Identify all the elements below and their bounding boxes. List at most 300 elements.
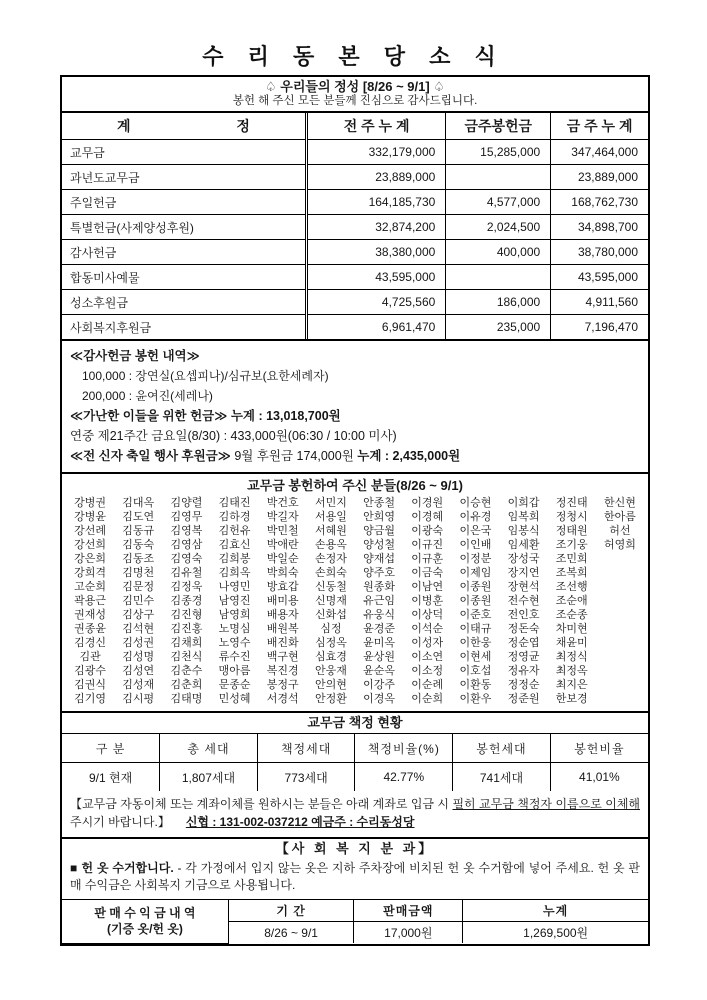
donor-name: 김춘수: [170, 665, 203, 677]
prev-total-cell: 164,185,730: [306, 190, 445, 215]
devotion-heading: ♤ 우리들의 정성 [8/26 ~ 9/1] ♤: [265, 79, 445, 94]
donor-name: 김시평: [122, 693, 155, 705]
donor-name: 이경옥: [363, 693, 396, 705]
assessment-column-header: 구 분: [62, 734, 160, 763]
donor-name: 양금월: [363, 525, 396, 537]
donor-name: 복진경: [266, 665, 299, 677]
donor-name: 정진태: [555, 497, 588, 509]
donor-name: 심정: [320, 623, 342, 635]
donor-name: 안웅재: [314, 665, 347, 677]
sales-period-value: 8/26 ~ 9/1: [228, 922, 353, 944]
donor-name: [596, 692, 644, 706]
bank-account-info: 신협 : 131-002-037212 예금주 : 수리동성당: [185, 815, 415, 829]
sales-period-header: 기 간: [228, 900, 353, 922]
week-total-cell: 168,762,730: [551, 190, 648, 215]
donor-name: 정준원: [507, 693, 540, 705]
donor-name: 박건호: [266, 497, 299, 509]
donor-name: 최정식: [555, 651, 588, 663]
sales-amount-value: 17,000원: [354, 922, 463, 944]
donor-name: 조순애: [555, 595, 588, 607]
donor-name: 서민지: [314, 497, 347, 509]
donor-name: [596, 650, 644, 664]
donor-name: 강선희: [74, 539, 107, 551]
donor-name: 김하경: [218, 511, 251, 523]
prev-total-cell: 332,179,000: [306, 140, 445, 165]
devotion-subtitle: 봉헌 해 주신 모든 분들께 진심으로 감사드립니다.: [232, 95, 478, 107]
donor-name: 한아름: [603, 511, 636, 523]
donor-name: [596, 608, 644, 622]
prev-total-cell: 38,380,000: [306, 240, 445, 265]
week-offering-cell: 4,577,000: [446, 190, 551, 215]
account-name-cell: 교무금: [62, 140, 306, 165]
donor-name: 김경신: [74, 637, 107, 649]
donor-name: 윤순옥: [363, 665, 396, 677]
donor-name: 김효신: [218, 539, 251, 551]
donor-name: 강선례: [74, 525, 107, 537]
week-offering-cell: 235,000: [446, 315, 551, 340]
thanksgiving-detail-section: [62, 339, 648, 472]
donor-name: 곽용근: [74, 595, 107, 607]
donor-name: 강희격: [74, 567, 107, 579]
donor-row: [66, 552, 644, 566]
donor-name: 이경원: [411, 497, 444, 509]
donor-name: 서경석: [266, 693, 299, 705]
donor-name: 윤미옥: [363, 637, 396, 649]
donor-name: 장지연: [507, 567, 540, 579]
donor-name: 서용일: [314, 511, 347, 523]
bulletin-document: [60, 75, 650, 946]
donor-name: 김희옥: [218, 567, 251, 579]
donor-row: [66, 692, 644, 706]
donor-name: 유근임: [363, 595, 396, 607]
donor-name: 허영희: [603, 539, 636, 551]
offering-table: [62, 113, 648, 339]
account-column-header: [62, 113, 306, 140]
feast-fund-heading: ≪전 신자 축일 행사 후원금≫: [70, 449, 231, 463]
donor-name: 심정옥: [314, 637, 347, 649]
donor-name: 이규훈: [411, 553, 444, 565]
donor-name: 이유경: [459, 511, 492, 523]
account-name-cell: 사회복지후원금: [62, 315, 306, 340]
feast-fund-mid: 9월 후원금 174,000원: [234, 449, 354, 463]
donor-name: 원종화: [363, 581, 396, 593]
assessment-table: [62, 733, 648, 791]
assessment-note-text: 【교무금 자동이체 또는 계좌이체를 원하시는 분들은 아래 계좌로 입금 시: [70, 797, 453, 811]
account-name-cell: 합동미사예물: [62, 265, 306, 290]
account-name-cell: 감사헌금: [62, 240, 306, 265]
assessment-note-text: 주시기 바랍니다.】: [70, 815, 170, 829]
donor-name: 양성철: [363, 539, 396, 551]
assessment-value-cell: 41,01%: [550, 763, 648, 792]
week-total-cell: 43,595,000: [551, 265, 648, 290]
sales-label-cell: [62, 900, 228, 944]
donor-name: 방효갑: [266, 581, 299, 593]
offering-row: [62, 290, 648, 315]
week-total-column-header: 금 주 누 계: [551, 113, 648, 140]
donor-name: 박애란: [266, 539, 299, 551]
account-name-cell: 성소후원금: [62, 290, 306, 315]
donor-name: 양재섭: [363, 553, 396, 565]
assessment-column-header: 총 세대: [160, 734, 258, 763]
assessment-value-row: [62, 763, 648, 792]
social-welfare-section: [62, 837, 648, 944]
page-title: 수 리 동 본 당 소 식: [202, 44, 505, 69]
assessment-value-cell: 9/1 현재: [62, 763, 160, 792]
feast-fund-total: 누계 : 2,435,000원: [357, 449, 461, 463]
donor-name: 채윤미: [555, 637, 588, 649]
donor-name: 이정분: [459, 553, 492, 565]
prev-total-cell: 23,889,000: [306, 165, 445, 190]
week-total-cell: 38,780,000: [551, 240, 648, 265]
donor-name: 신명재: [314, 595, 347, 607]
week-offering-cell: 15,285,000: [446, 140, 551, 165]
donor-name: 정정순: [507, 679, 540, 691]
clothes-notice-title: ■ 헌 옷 수거합니다.: [70, 861, 174, 875]
donor-name: 조순종: [555, 609, 588, 621]
donor-row: [66, 622, 644, 636]
donor-name: 최지은: [555, 679, 588, 691]
donor-name: 봉정구: [266, 679, 299, 691]
donor-name: 김성재: [122, 679, 155, 691]
donor-name: 서혜원: [314, 525, 347, 537]
assessment-section: [62, 711, 648, 837]
donor-name: 안종철: [363, 497, 396, 509]
assessment-column-header: 책정세대: [257, 734, 355, 763]
donor-name: 양주호: [363, 567, 396, 579]
donor-name: 전수현: [507, 595, 540, 607]
donor-name: 박일순: [266, 553, 299, 565]
week-total-cell: 23,889,000: [551, 165, 648, 190]
account-header-left: 계: [117, 118, 131, 134]
social-welfare-heading: 【사 회 복 지 분 과】: [275, 841, 435, 856]
offering-row: [62, 215, 648, 240]
donor-name: 류수진: [218, 651, 251, 663]
week-offering-cell: [446, 265, 551, 290]
poor-fund-total: 누계 : 13,018,700원: [230, 409, 341, 423]
donor-name: 김양렬: [170, 497, 203, 509]
donors-section: [62, 472, 648, 711]
donor-name: 김석현: [122, 623, 155, 635]
donor-name: 민성혜: [218, 693, 251, 705]
donor-name: 이현세: [459, 651, 492, 663]
donor-name: 맹아름: [218, 665, 251, 677]
donor-row: [66, 566, 644, 580]
donor-name: 정돈숙: [507, 623, 540, 635]
donor-name: 김진형: [170, 609, 203, 621]
donor-name: 정순엽: [507, 637, 540, 649]
week-offering-cell: 2,024,500: [446, 215, 551, 240]
donor-name: [596, 636, 644, 650]
donor-name: 이병훈: [411, 595, 444, 607]
account-header-right: 정: [236, 118, 250, 134]
assessment-column-header: 봉헌세대: [453, 734, 551, 763]
assessment-note-underlined: 필히 교무금 책정자 이름으로 이체해: [452, 797, 641, 811]
donor-name: 김춘희: [170, 679, 203, 691]
donor-name: 손정자: [314, 553, 347, 565]
donor-name: 한신현: [603, 497, 636, 509]
devotion-header-section: [62, 77, 648, 111]
thanksgiving-entry: 200,000 : 윤여진(세레나): [82, 389, 213, 403]
donor-name: 김민수: [122, 595, 155, 607]
offering-header-row: [62, 113, 648, 140]
donor-row: [66, 650, 644, 664]
donor-name: 김성명: [122, 651, 155, 663]
donor-name: 노명심: [218, 623, 251, 635]
prev-total-cell: 43,595,000: [306, 265, 445, 290]
poor-fund-detail: 연중 제21주간 금요일(8/30) : 433,000원(06:30 / 10:00 미사): [70, 429, 397, 443]
donor-name: 김영삼: [170, 539, 203, 551]
offering-row: [62, 165, 648, 190]
donor-name: 김명천: [122, 567, 155, 579]
donor-name: 이준호: [459, 609, 492, 621]
donor-name: [596, 594, 644, 608]
donor-name: 윤경준: [363, 623, 396, 635]
offering-row: [62, 265, 648, 290]
donor-name: 이규진: [411, 539, 444, 551]
poor-fund-line: [70, 406, 640, 426]
donor-name: 배원복: [266, 623, 299, 635]
donor-name: 이승현: [459, 497, 492, 509]
prev-total-column-header: 전 주 누 계: [306, 113, 445, 140]
donor-name: 문종순: [218, 679, 251, 691]
donor-name: 손용옥: [314, 539, 347, 551]
donor-name: 김진홍: [170, 623, 203, 635]
donor-name: 이환우: [459, 693, 492, 705]
week-offering-column-header: 금주봉헌금: [446, 113, 551, 140]
donor-name: 나영민: [218, 581, 251, 593]
donor-name: 김대옥: [122, 497, 155, 509]
prev-total-cell: 6,961,470: [306, 315, 445, 340]
account-name-cell: 특별헌금(사제양성후원): [62, 215, 306, 240]
donor-name: 조복희: [555, 567, 588, 579]
donor-name: 차미현: [555, 623, 588, 635]
offering-table-body: [62, 113, 648, 339]
donor-name: 이남연: [411, 581, 444, 593]
donor-name: 심효경: [314, 651, 347, 663]
prev-total-cell: 32,874,200: [306, 215, 445, 240]
donor-name: 손희숙: [314, 567, 347, 579]
clothes-collection-notice: [62, 859, 648, 899]
donor-name: [596, 678, 644, 692]
donor-name: 이태규: [459, 623, 492, 635]
donor-name: 김동규: [122, 525, 155, 537]
donor-name: 박길자: [266, 511, 299, 523]
donor-name: 임복희: [507, 511, 540, 523]
donor-row: [66, 510, 644, 524]
donor-name: 김권식: [74, 679, 107, 691]
donor-name: 김영숙: [170, 553, 203, 565]
donor-name: 이금숙: [411, 567, 444, 579]
offering-row: [62, 240, 648, 265]
week-total-cell: 347,464,000: [551, 140, 648, 165]
donor-name: 이경혜: [411, 511, 444, 523]
donor-name: 임세환: [507, 539, 540, 551]
sales-label-line1: 판 매 수 익 금 내 역: [94, 906, 196, 921]
donor-name: 남영희: [218, 609, 251, 621]
donor-name: 전인호: [507, 609, 540, 621]
donor-name: 백구현: [266, 651, 299, 663]
offering-table-section: [62, 111, 648, 339]
donor-name: 배용자: [266, 609, 299, 621]
donors-grid: [66, 496, 644, 706]
assessment-table-body: [62, 734, 648, 792]
donor-name: 신동철: [314, 581, 347, 593]
offering-row: [62, 140, 648, 165]
account-name-cell: 과년도교무금: [62, 165, 306, 190]
donor-name: 한보경: [555, 693, 588, 705]
week-offering-cell: 400,000: [446, 240, 551, 265]
donor-name: 허선: [609, 525, 631, 537]
donor-name: 김동조: [122, 553, 155, 565]
donor-name: 김천식: [170, 651, 203, 663]
donor-name: 김성권: [122, 637, 155, 649]
sales-label-line2: (기증 옷/헌 옷): [106, 922, 183, 937]
donor-name: 김도연: [122, 511, 155, 523]
assessment-value-cell: 741세대: [453, 763, 551, 792]
donor-name: 장성국: [507, 553, 540, 565]
week-total-cell: 34,898,700: [551, 215, 648, 240]
donor-row: [66, 664, 644, 678]
donor-name: 이인배: [459, 539, 492, 551]
donor-name: 김문정: [122, 581, 155, 593]
assessment-column-header: 책정비율(%): [355, 734, 453, 763]
donor-name: 이종원: [459, 581, 492, 593]
week-total-cell: 4,911,560: [551, 290, 648, 315]
donor-row: [66, 580, 644, 594]
donor-name: 김관: [79, 651, 101, 663]
account-name-cell: 주일헌금: [62, 190, 306, 215]
donor-name: 정태원: [555, 525, 588, 537]
donors-heading: 교무금 봉헌하여 주신 분들(8/26 ~ 9/1): [247, 478, 463, 493]
donor-name: 장현석: [507, 581, 540, 593]
donor-name: 김영복: [170, 525, 203, 537]
donor-name: 이희갑: [507, 497, 540, 509]
donor-name: 안의현: [314, 679, 347, 691]
donor-name: 김정욱: [170, 581, 203, 593]
donor-name: [596, 664, 644, 678]
donor-row: [66, 524, 644, 538]
donor-name: 이은국: [459, 525, 492, 537]
week-offering-cell: 186,000: [446, 290, 551, 315]
donor-name: 임봉식: [507, 525, 540, 537]
donor-name: 이호섭: [459, 665, 492, 677]
donor-name: 이석순: [411, 623, 444, 635]
donor-row: [66, 608, 644, 622]
donor-name: 권종윤: [74, 623, 107, 635]
thanksgiving-detail-heading: ≪감사헌금 봉헌 내역≫: [70, 349, 200, 363]
donor-row: [66, 594, 644, 608]
donor-name: 유웅식: [363, 609, 396, 621]
sales-amount-header: 판매금액: [354, 900, 463, 922]
donor-name: 강은희: [74, 553, 107, 565]
assessment-value-cell: 42.77%: [355, 763, 453, 792]
donor-name: 이순희: [411, 693, 444, 705]
assessment-header-row: [62, 734, 648, 763]
sales-cumulative-value: 1,269,500원: [463, 922, 648, 944]
donor-name: 이강주: [363, 679, 396, 691]
donor-name: 조선행: [555, 581, 588, 593]
donor-name: 이환동: [459, 679, 492, 691]
donor-name: 이광숙: [411, 525, 444, 537]
donor-name: 김영무: [170, 511, 203, 523]
donor-name: [596, 622, 644, 636]
donor-name: 이소연: [411, 651, 444, 663]
donor-name: 권재성: [74, 609, 107, 621]
donor-name: 이소정: [411, 665, 444, 677]
donor-name: 배진화: [266, 637, 299, 649]
thanksgiving-entry: 100,000 : 장연실(요셉피나)/심규보(요한세례자): [82, 369, 329, 383]
donor-name: 조민희: [555, 553, 588, 565]
donor-name: 박희숙: [266, 567, 299, 579]
donor-name: 안정환: [314, 693, 347, 705]
donor-name: 김헌유: [218, 525, 251, 537]
donor-name: 남영진: [218, 595, 251, 607]
donor-name: 윤상원: [363, 651, 396, 663]
donor-name: 이제임: [459, 567, 492, 579]
prev-total-cell: 4,725,560: [306, 290, 445, 315]
donor-name: 신화섭: [314, 609, 347, 621]
donor-name: 김동숙: [122, 539, 155, 551]
donor-name: [596, 580, 644, 594]
donor-name: 이한웅: [459, 637, 492, 649]
donor-name: 이순례: [411, 679, 444, 691]
offering-row: [62, 315, 648, 340]
donor-name: 김희봉: [218, 553, 251, 565]
donor-name: 배미용: [266, 595, 299, 607]
donor-name: 김상구: [122, 609, 155, 621]
donor-name: 이상덕: [411, 609, 444, 621]
donor-name: 박민철: [266, 525, 299, 537]
offering-row: [62, 190, 648, 215]
donor-name: [596, 552, 644, 566]
sales-cumulative-header: 누계: [463, 900, 648, 922]
feast-fund-line: [70, 446, 640, 466]
assessment-note: [62, 791, 648, 837]
donor-row: [66, 538, 644, 552]
donor-name: 김성연: [122, 665, 155, 677]
donor-name: 김태진: [218, 497, 251, 509]
donor-name: [596, 566, 644, 580]
donor-name: 강병권: [74, 497, 107, 509]
clothes-notice-body: - 각 가정에서 입지 않는 옷은 지하 주차장에 비치된 헌 옷 수거함에 넣어 주세요. 헌 옷 판매 수익금은 사회복지 기금으로 사용됩니다.: [70, 861, 641, 892]
sales-income-table: [62, 899, 648, 944]
donor-name: 이종원: [459, 595, 492, 607]
donor-name: 최정옥: [555, 665, 588, 677]
sales-header-row: [62, 900, 648, 922]
donor-name: 김종경: [170, 595, 203, 607]
donor-name: 정유자: [507, 665, 540, 677]
donor-name: 김유철: [170, 567, 203, 579]
assessment-column-header: 봉헌비율: [550, 734, 648, 763]
donor-name: 고순희: [74, 581, 107, 593]
assessment-heading: 교무금 책정 현황: [307, 715, 403, 730]
donor-name: 김기영: [74, 693, 107, 705]
donor-row: [66, 636, 644, 650]
donor-name: 노영수: [218, 637, 251, 649]
donor-name: 김채희: [170, 637, 203, 649]
poor-fund-heading: ≪가난한 이들을 위한 헌금≫: [70, 409, 228, 423]
donor-name: 강병윤: [74, 511, 107, 523]
assessment-value-cell: 1,807세대: [160, 763, 258, 792]
donor-name: 정청시: [555, 511, 588, 523]
donor-name: 김광수: [74, 665, 107, 677]
donor-name: 안희영: [363, 511, 396, 523]
donor-name: 정영균: [507, 651, 540, 663]
week-total-cell: 7,196,470: [551, 315, 648, 340]
donor-name: 조기웅: [555, 539, 588, 551]
week-offering-cell: [446, 165, 551, 190]
assessment-value-cell: 773세대: [257, 763, 355, 792]
